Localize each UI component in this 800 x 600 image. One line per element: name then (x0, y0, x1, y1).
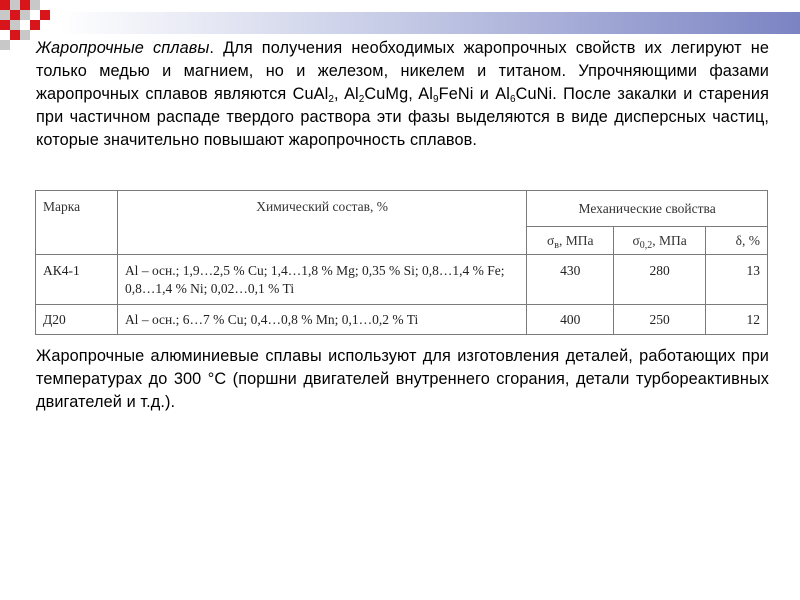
cell-grade: Д20 (36, 305, 118, 335)
header-composition: Химический состав, % (117, 191, 526, 255)
cell-sigma-b: 430 (527, 255, 614, 305)
cell-sigma-b: 400 (527, 305, 614, 335)
table-header-row (36, 191, 768, 227)
table-row (36, 305, 768, 335)
subscript: 6 (509, 94, 516, 105)
cell-sigma-02: 250 (614, 305, 706, 335)
header-gradient-bar (60, 12, 800, 34)
header-square-red (10, 30, 20, 40)
intro-text: . Для получения необходимых жаропрочных свойств их легируют не только медью и магнием, но и железом, никелем и титаном. Упрочняющими фазами жаропрочных сплавов являются CuAl (36, 39, 769, 103)
header-square-gray (10, 20, 20, 30)
header-square-gray (0, 10, 10, 20)
header-square-red (30, 20, 40, 30)
intro-text: CuMg, Al (364, 85, 433, 103)
intro-text: , Al (334, 85, 359, 103)
header-square-gray (0, 40, 10, 50)
intro-paragraph (36, 37, 769, 152)
header-square-gray (30, 0, 40, 10)
cell-composition: Al – осн.; 1,9…2,5 % Cu; 1,4…1,8 % Mg; 0,35 % Si; 0,8…1,4 % Fe; 0,8…1,4 % Ni; 0,02…0,1 % Ti (117, 255, 526, 305)
cell-delta: 13 (706, 255, 768, 305)
cell-sigma-02: 280 (614, 255, 706, 305)
header-delta: δ, % (706, 227, 768, 255)
header-square-gray (20, 30, 30, 40)
sigma-symbol: σ (546, 232, 555, 248)
header-square-red (20, 0, 30, 10)
sigma-b-unit: , МПа (558, 232, 594, 248)
header-sigma-b (527, 227, 614, 255)
header-square-gray (20, 10, 30, 20)
cell-composition: Al – осн.; 6…7 % Cu; 0,4…0,8 % Mn; 0,1…0,2 % Ti (117, 305, 526, 335)
sigma-02-unit: , МПа (652, 232, 687, 248)
header-square-gray (10, 0, 20, 10)
intro-text: CuNi. После закалки и старения при частичном распаде твердого раствора эти фазы выделяются в виде дисперсных частиц, которые значительно повышают жаропрочность сплавов. (36, 85, 769, 149)
header-grade: Марка (36, 191, 118, 255)
sigma-02-subscript: 0,2 (639, 239, 653, 251)
subscript: 9 (432, 94, 439, 105)
header-square-red (0, 20, 10, 30)
header-mechanical-properties: Механические свойства (527, 191, 768, 227)
sigma-b-subscript: в (554, 239, 559, 251)
alloy-properties-table (35, 190, 768, 335)
cell-grade: АК4-1 (36, 255, 118, 305)
intro-italic-term: Жаропрочные сплавы (36, 39, 210, 57)
header-square-red (0, 0, 10, 10)
sigma-symbol: σ (632, 232, 640, 248)
table-row (36, 255, 768, 305)
cell-delta: 12 (706, 305, 768, 335)
subscript: 2 (358, 94, 365, 105)
header-square-red (40, 10, 50, 20)
outro-paragraph: Жаропрочные алюминиевые сплавы используют для изготовления деталей, работающих при температурах до 300 °С (поршни двигателей внутреннего сгорания, детали турбореактивных двигателей и т.д.). (36, 347, 769, 411)
subscript: 2 (328, 94, 335, 105)
header-sigma-02 (614, 227, 706, 255)
intro-text: FeNi и Al (438, 85, 510, 103)
header-square-red (10, 10, 20, 20)
